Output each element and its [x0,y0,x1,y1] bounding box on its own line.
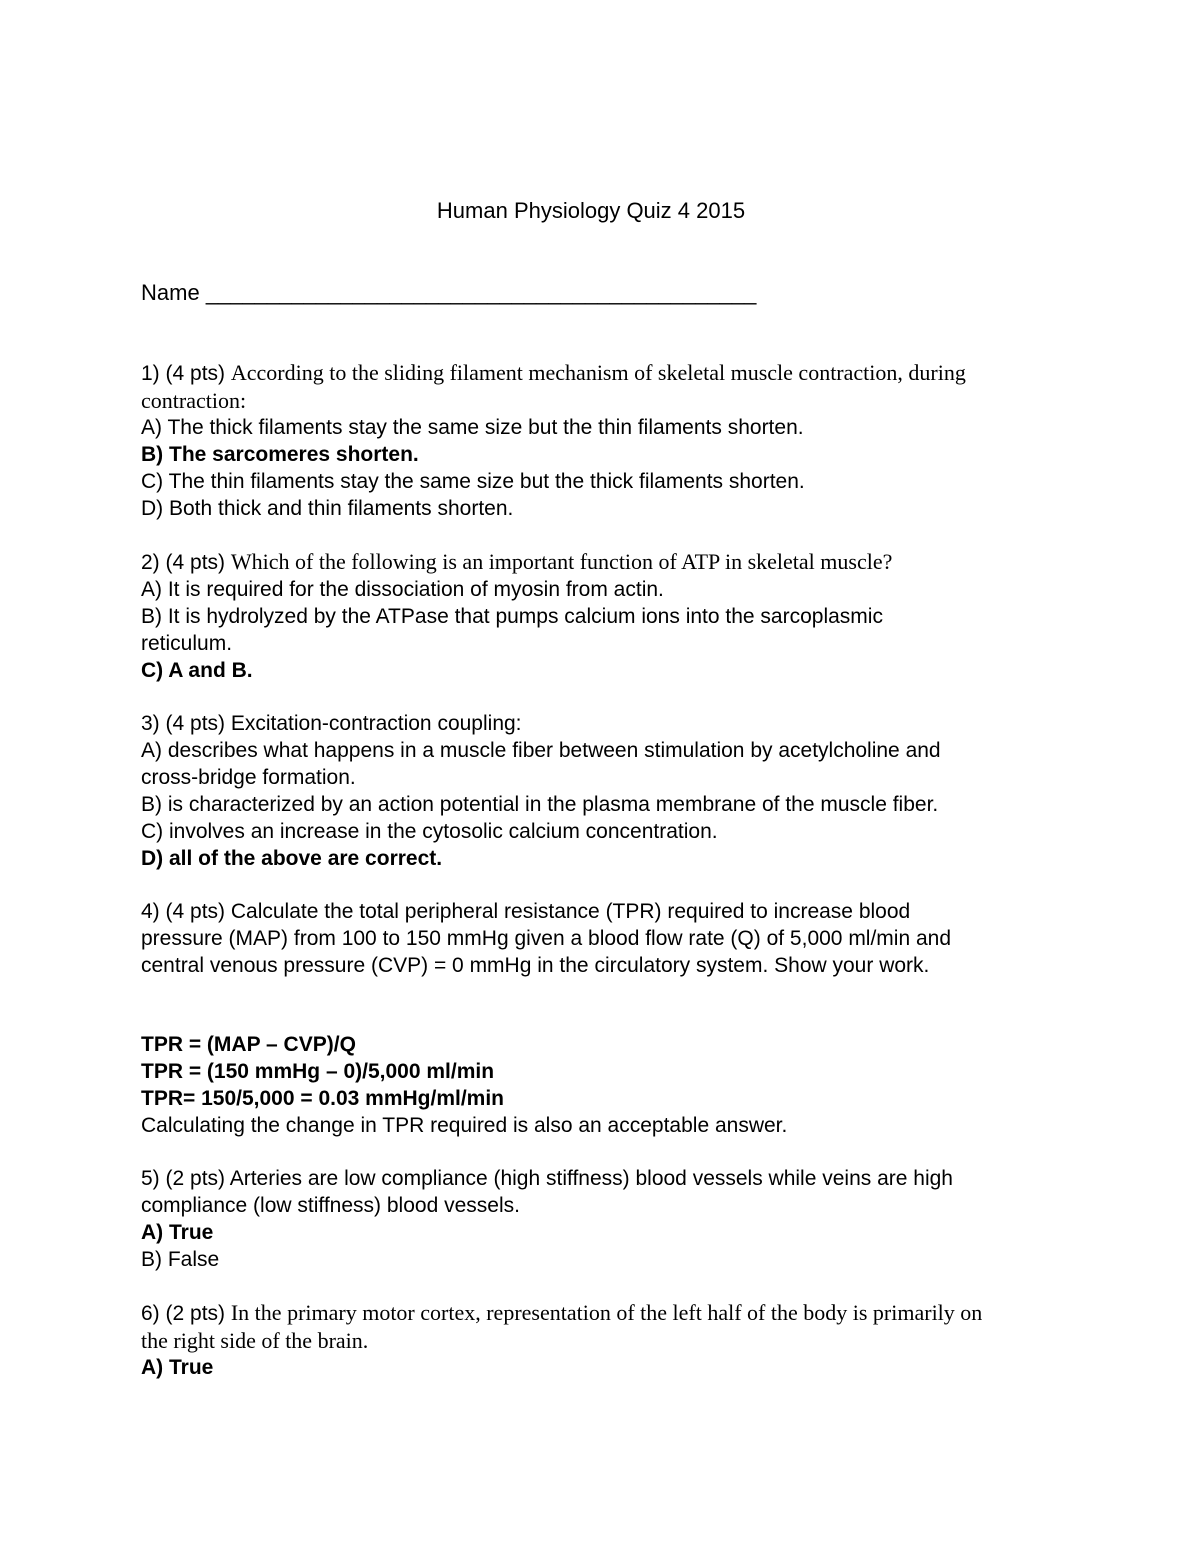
question-5-option-a-correct: A) True [141,1221,214,1244]
question-2-option-a: A) It is required for the dissociation of myosin from actin. [141,578,664,601]
question-5 [141,1165,1061,1273]
question-4-answer-work [141,1031,1061,1139]
question-2-option-b-line-2: reticulum. [141,632,233,655]
question-1-option-a: A) The thick filaments stay the same size but the thin filaments shorten. [141,416,804,439]
question-3-option-c: C) involves an increase in the cytosolic calcium concentration. [141,820,718,843]
question-4 [141,898,1061,1139]
question-3-stem: 3) (4 pts) Excitation-contraction coupling: [141,712,522,735]
question-1-option-d: D) Both thick and thin filaments shorten. [141,497,514,520]
question-4-work-step-2: TPR = (150 mmHg – 0)/5,000 ml/min [141,1060,495,1083]
question-1-option-b-correct: B) The sarcomeres shorten. [141,443,419,466]
question-1 [141,359,1061,522]
question-6 [141,1299,1061,1381]
question-6-stem-line-1 [141,1299,1061,1327]
name-field-line [141,279,756,307]
question-3-option-d-correct: D) all of the above are correct. [141,847,443,870]
name-blank: _____________________________________________ [205,280,757,305]
question-5-option-b: B) False [141,1248,220,1271]
question-4-stem-line-1: 4) (4 pts) Calculate the total peripheral resistance (TPR) required to increase blood [141,900,911,923]
question-2-option-b-line-1: B) It is hydrolyzed by the ATPase that pumps calcium ions into the sarcoplasmic [141,605,883,628]
question-6-stem: In the primary motor cortex, representation of the left half of the body is primarily on [230,1300,983,1325]
question-2 [141,548,1061,684]
question-2-option-c-correct: C) A and B. [141,659,253,682]
question-6-number: 6) (2 pts) [141,1302,231,1325]
question-1-number: 1) (4 pts) [141,362,231,385]
question-4-work-step-3: TPR= 150/5,000 = 0.03 mmHg/ml/min [141,1087,505,1110]
name-label: Name [141,280,200,305]
question-3-option-b: B) is characterized by an action potential in the plasma membrane of the muscle fiber. [141,793,939,816]
question-1-stem-line-1 [141,359,1061,387]
question-3-option-a-line-2: cross-bridge formation. [141,766,356,789]
question-4-stem-line-3: central venous pressure (CVP) = 0 mmHg in the circulatory system. Show your work. [141,954,930,977]
question-5-stem-line-1: 5) (2 pts) Arteries are low compliance (high stiffness) blood vessels while veins are high [141,1167,953,1190]
question-2-stem: Which of the following is an important function of ATP in skeletal muscle? [230,549,893,574]
question-1-stem: According to the sliding filament mechanism of skeletal muscle contraction, during [230,360,966,385]
question-3 [141,710,1061,872]
document-title: Human Physiology Quiz 4 2015 [436,198,746,223]
question-6-stem-line-2: the right side of the brain. [141,1328,369,1353]
question-list [141,359,1061,1407]
question-1-stem-line-2: contraction: [141,388,247,413]
question-4-work-step-1: TPR = (MAP – CVP)/Q [141,1033,356,1056]
question-3-option-a-line-1: A) describes what happens in a muscle fiber between stimulation by acetylcholine and [141,739,941,762]
question-2-stem-line [141,548,1061,576]
question-6-option-a-correct: A) True [141,1356,214,1379]
question-4-answer-note: Calculating the change in TPR required is also an acceptable answer. [141,1114,788,1137]
question-2-number: 2) (4 pts) [141,551,231,574]
question-4-stem-line-2: pressure (MAP) from 100 to 150 mmHg given a blood flow rate (Q) of 5,000 ml/min and [141,927,952,950]
question-1-option-c: C) The thin filaments stay the same size but the thick filaments shorten. [141,470,805,493]
question-5-stem-line-2: compliance (low stiffness) blood vessels. [141,1194,520,1217]
